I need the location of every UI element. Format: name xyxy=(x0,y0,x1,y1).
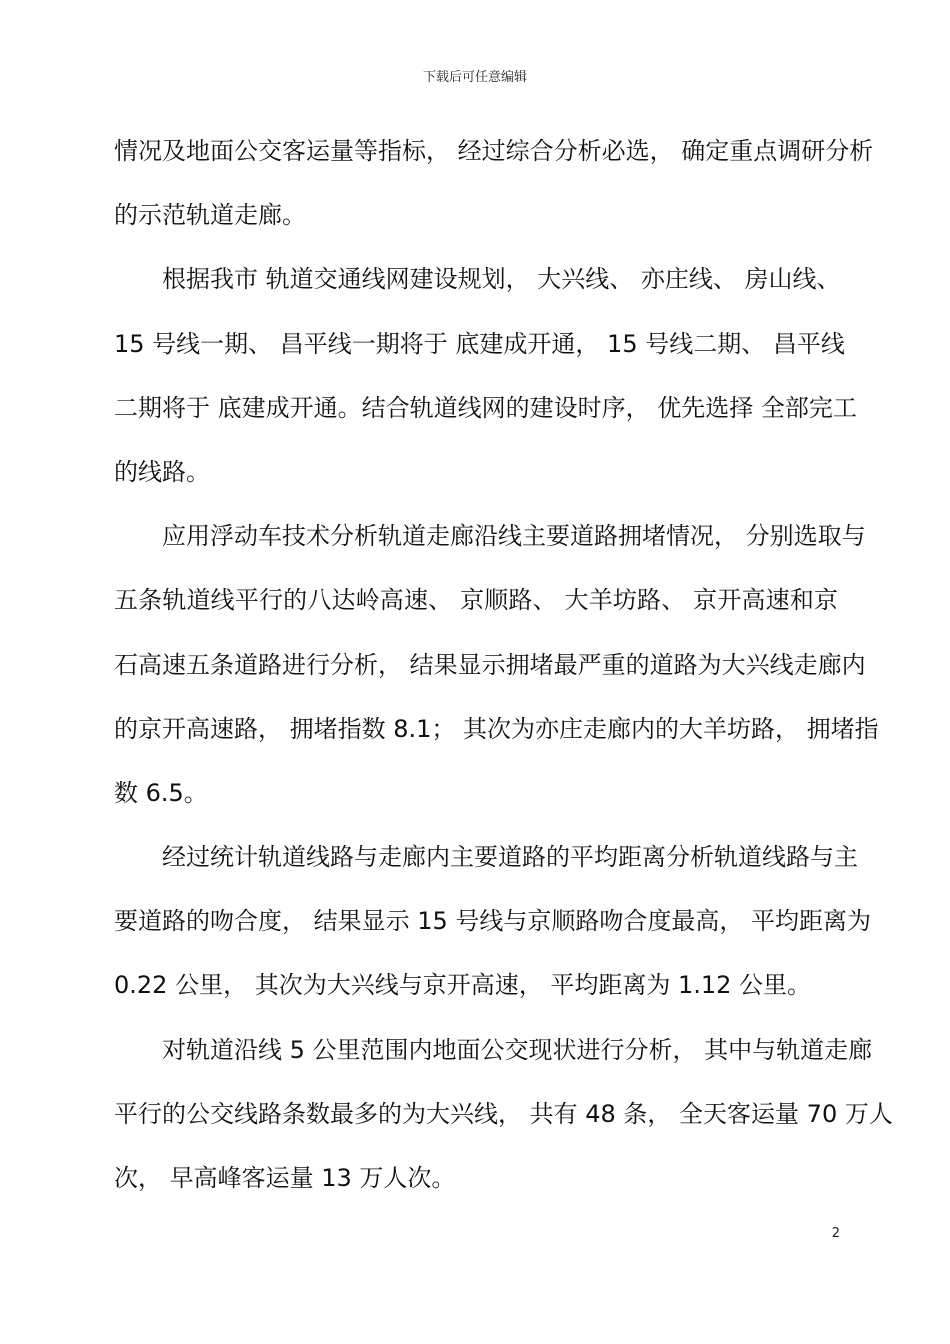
text-line: 对轨道沿线 5 公里范围内地面公交现状进行分析， 其中与轨道走廊 xyxy=(162,1035,873,1064)
text-line: 的线路。 xyxy=(114,457,210,486)
text-line: 石高速五条道路进行分析， 结果显示拥堵最严重的道路为大兴线走廊内 xyxy=(114,650,866,679)
text-line: 的京开高速路， 拥堵指数 8.1； 其次为亦庄走廊内的大羊坊路， 拥堵指 xyxy=(114,714,879,743)
text-line: 经过统计轨道线路与走廊内主要道路的平均距离分析轨道线路与主 xyxy=(162,843,858,872)
text-line: 数 6.5。 xyxy=(114,778,208,807)
page-header: 下载后可任意编辑 xyxy=(422,70,527,85)
page-number: 2 xyxy=(831,1226,840,1241)
text-line: 情况及地面公交客运量等指标， 经过综合分析必选， 确定重点调研分析 xyxy=(114,137,874,165)
document-body xyxy=(114,128,893,1219)
text-line: 根据我市 轨道交通线网建设规划， 大兴线、 亦庄线、 房山线、 xyxy=(162,265,841,294)
text-line: 五条轨道线平行的八达岭高速、 京顺路、 大羊坊路、 京开高速和京 xyxy=(114,586,838,615)
text-line: 二期将于 底建成开通。结合轨道线网的建设时序， 优先选择 全部完工 xyxy=(114,393,857,422)
text-line: 15 号线一期、 昌平线一期将于 底建成开通， 15 号线二期、 昌平线 xyxy=(114,329,845,358)
text-line: 平行的公交线路条数最多的为大兴线， 共有 48 条， 全天客运量 70 万人 xyxy=(114,1099,893,1128)
text-line: 要道路的吻合度， 结果显示 15 号线与京顺路吻合度最高， 平均距离为 xyxy=(114,907,872,936)
text-line: 次， 早高峰客运量 13 万人次。 xyxy=(114,1164,456,1192)
text-line: 0.22 公里， 其次为大兴线与京开高速， 平均距离为 1.12 公里。 xyxy=(114,971,812,1000)
text-line: 的示范轨道走廊。 xyxy=(114,201,306,230)
text-line: 应用浮动车技术分析轨道走廊沿线主要道路拥堵情况， 分别选取与 xyxy=(162,522,866,551)
